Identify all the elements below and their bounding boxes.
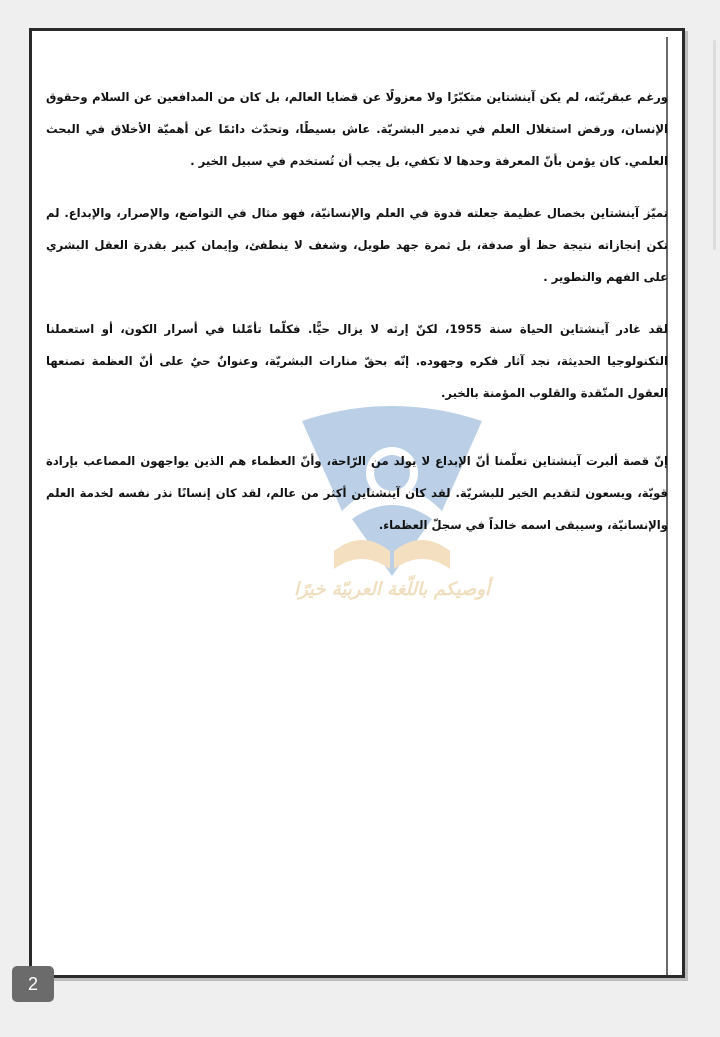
scrollbar[interactable] bbox=[713, 40, 716, 250]
paragraph-3: لقد غادر آينشتاين الحياة سنة 1955، لكنّ إرثه لا يزال حيًّا. فكلّما تأمّلنا في أسرار الكون، أو استعملنا التكنولوجيا الحديثة، نجد آثار فكره وجهوده. إنّه بحقّ منارات البشريّة، وعنوانٌ حيٌ على أنّ العظمة تصنعها العقول المتّقدة والقلوب المؤمنة بالخير. bbox=[46, 322, 668, 400]
document-page bbox=[29, 28, 685, 978]
paragraph-1: ورغم عبقريّته، لم يكن آينشتاين متكبّرًا ولا معزولًا عن قضايا العالم، بل كان من المدافعين عن السلام وحقوق الإنسان، ورفض استغلال العلم في تدمير البشريّة. عاش بسيطًا، وتحدّث دائمًا عن أهميّة الأخلاق في البحث العلمي. كان يؤمن بأنّ المعرفة وحدها لا تكفي، بل يجب أن تُستخدم في سبيل الخير . bbox=[46, 90, 668, 168]
page-number-badge: 2 bbox=[12, 966, 54, 1002]
paragraph-4: إنّ قصة ألبرت آينشتاين تعلّمنا أنّ الإبداع لا يولد من الرّاحة، وأنّ العظماء هم الذين يواجهون المصاعب بإرادة قويّة، ويسعون لتقديم الخير للبشريّة. لقد كان آينشتاين أكثر من عالم، لقد كان إنسانًا نذر نفسه لخدمة العلم والإنسانيّة، وسيبقى اسمه خالداً في سجلّ العظماء. bbox=[46, 454, 668, 532]
paragraph-2: تميّز آينشتاين بخصال عظيمة جعلته قدوة في العلم والإنسانيّة، فهو مثال في التواضع، والإصرار، والإبداع. لم تكن إنجازاته نتيجة حظ أو صدفة، بل ثمرة جهد طويل، وشغف لا ينطفئ، وإيمان كبير بقدرة العقل البشري على الفهم والتطوير . bbox=[46, 206, 668, 284]
watermark-text: أوصيكم باللّغة العربيّة خيرًا bbox=[293, 579, 491, 600]
document-body bbox=[46, 81, 668, 561]
